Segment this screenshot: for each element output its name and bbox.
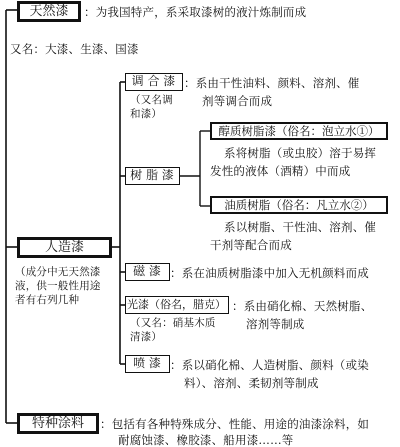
resin-lacquer-label: 树 脂 漆 [130, 168, 174, 182]
enamel-label: 磁 漆 [133, 264, 161, 278]
lacquer-aka-line-1: （又名：硝基木质 [130, 317, 216, 329]
tiaohe-desc-line-1: ：系由干性油料、颜料、溶剂、催 [184, 76, 360, 90]
special-coating-box [17, 413, 99, 434]
enamel-box [125, 263, 170, 281]
natural-lacquer-aka: 又名：大漆、生漆、国漆 [10, 42, 139, 56]
enamel-desc: ：系在油质树脂漆中加入无机颜料而成 [170, 266, 369, 280]
special-coating-label: 特种涂料 [31, 416, 84, 431]
special-desc-line-2: 耐腐蚀漆、橡胶漆、船用漆……等 [118, 433, 294, 447]
lacquer-desc-line-2: 溶剂等制成 [246, 317, 305, 331]
special-desc-line-1: ：包括有各种特殊成分、性能、用途的油漆涂料，如 [100, 417, 370, 431]
lacquer-label: 光漆（俗名，腊克） [127, 298, 226, 311]
resin-lacquer-box [125, 167, 180, 185]
tiaohe-aka-line-2: 和漆） [130, 108, 163, 120]
synthetic-note-line-1: （成分中无天然漆 [15, 266, 101, 278]
tiaohe-desc-line-2: 剂等调合而成 [202, 94, 273, 108]
spray-lacquer-label: 喷 漆 [133, 356, 161, 370]
spray-lacquer-box [125, 355, 170, 373]
natural-lacquer-label: 天然漆 [29, 4, 69, 19]
spray-desc-line-2: 料）、溶剂、柔韧剂等制成 [184, 376, 319, 390]
lacquer-desc-line-1: ：系由硝化棉、天然树脂、 [232, 299, 373, 313]
alcohol-resin-desc-line-2: 发性的液体（酒精）中而成 [210, 164, 351, 178]
alcohol-resin-desc-line-1: 系将树脂（或虫胶）溶于易挥 [224, 146, 377, 160]
synthetic-note-line-2: 液，供一般性用途 [15, 280, 101, 292]
synthetic-note-line-3: 者有右列几种 [15, 294, 80, 306]
tiaohe-box [125, 73, 183, 91]
oil-resin-label: 油质树脂（俗名：凡立水②） [224, 198, 374, 212]
oil-resin-box [210, 196, 388, 214]
synthetic-lacquer-box [17, 237, 112, 258]
alcohol-resin-label: 醇质树脂漆（俗名：泡立水①） [218, 124, 380, 138]
natural-lacquer-desc: ：为我国特产，系采取漆树的液汁炼制而成 [84, 5, 307, 19]
tiaohe-label: 调 合 漆 [131, 74, 176, 88]
oil-resin-desc-line-2: 干剂等配合而成 [210, 238, 292, 252]
alcohol-resin-box [210, 122, 388, 140]
synthetic-lacquer-label: 人造漆 [44, 240, 84, 255]
lacquer-box [125, 296, 229, 314]
oil-resin-desc-line-1: 系以树脂、干性油、溶剂、催 [224, 220, 377, 234]
natural-lacquer-box [17, 1, 81, 22]
tiaohe-aka-line-1: （又名调 [130, 94, 173, 106]
spray-desc-line-1: ：系以硝化棉、人造树脂、颜料（或染 [170, 358, 369, 372]
lacquer-aka-line-2: 清漆） [130, 331, 163, 343]
